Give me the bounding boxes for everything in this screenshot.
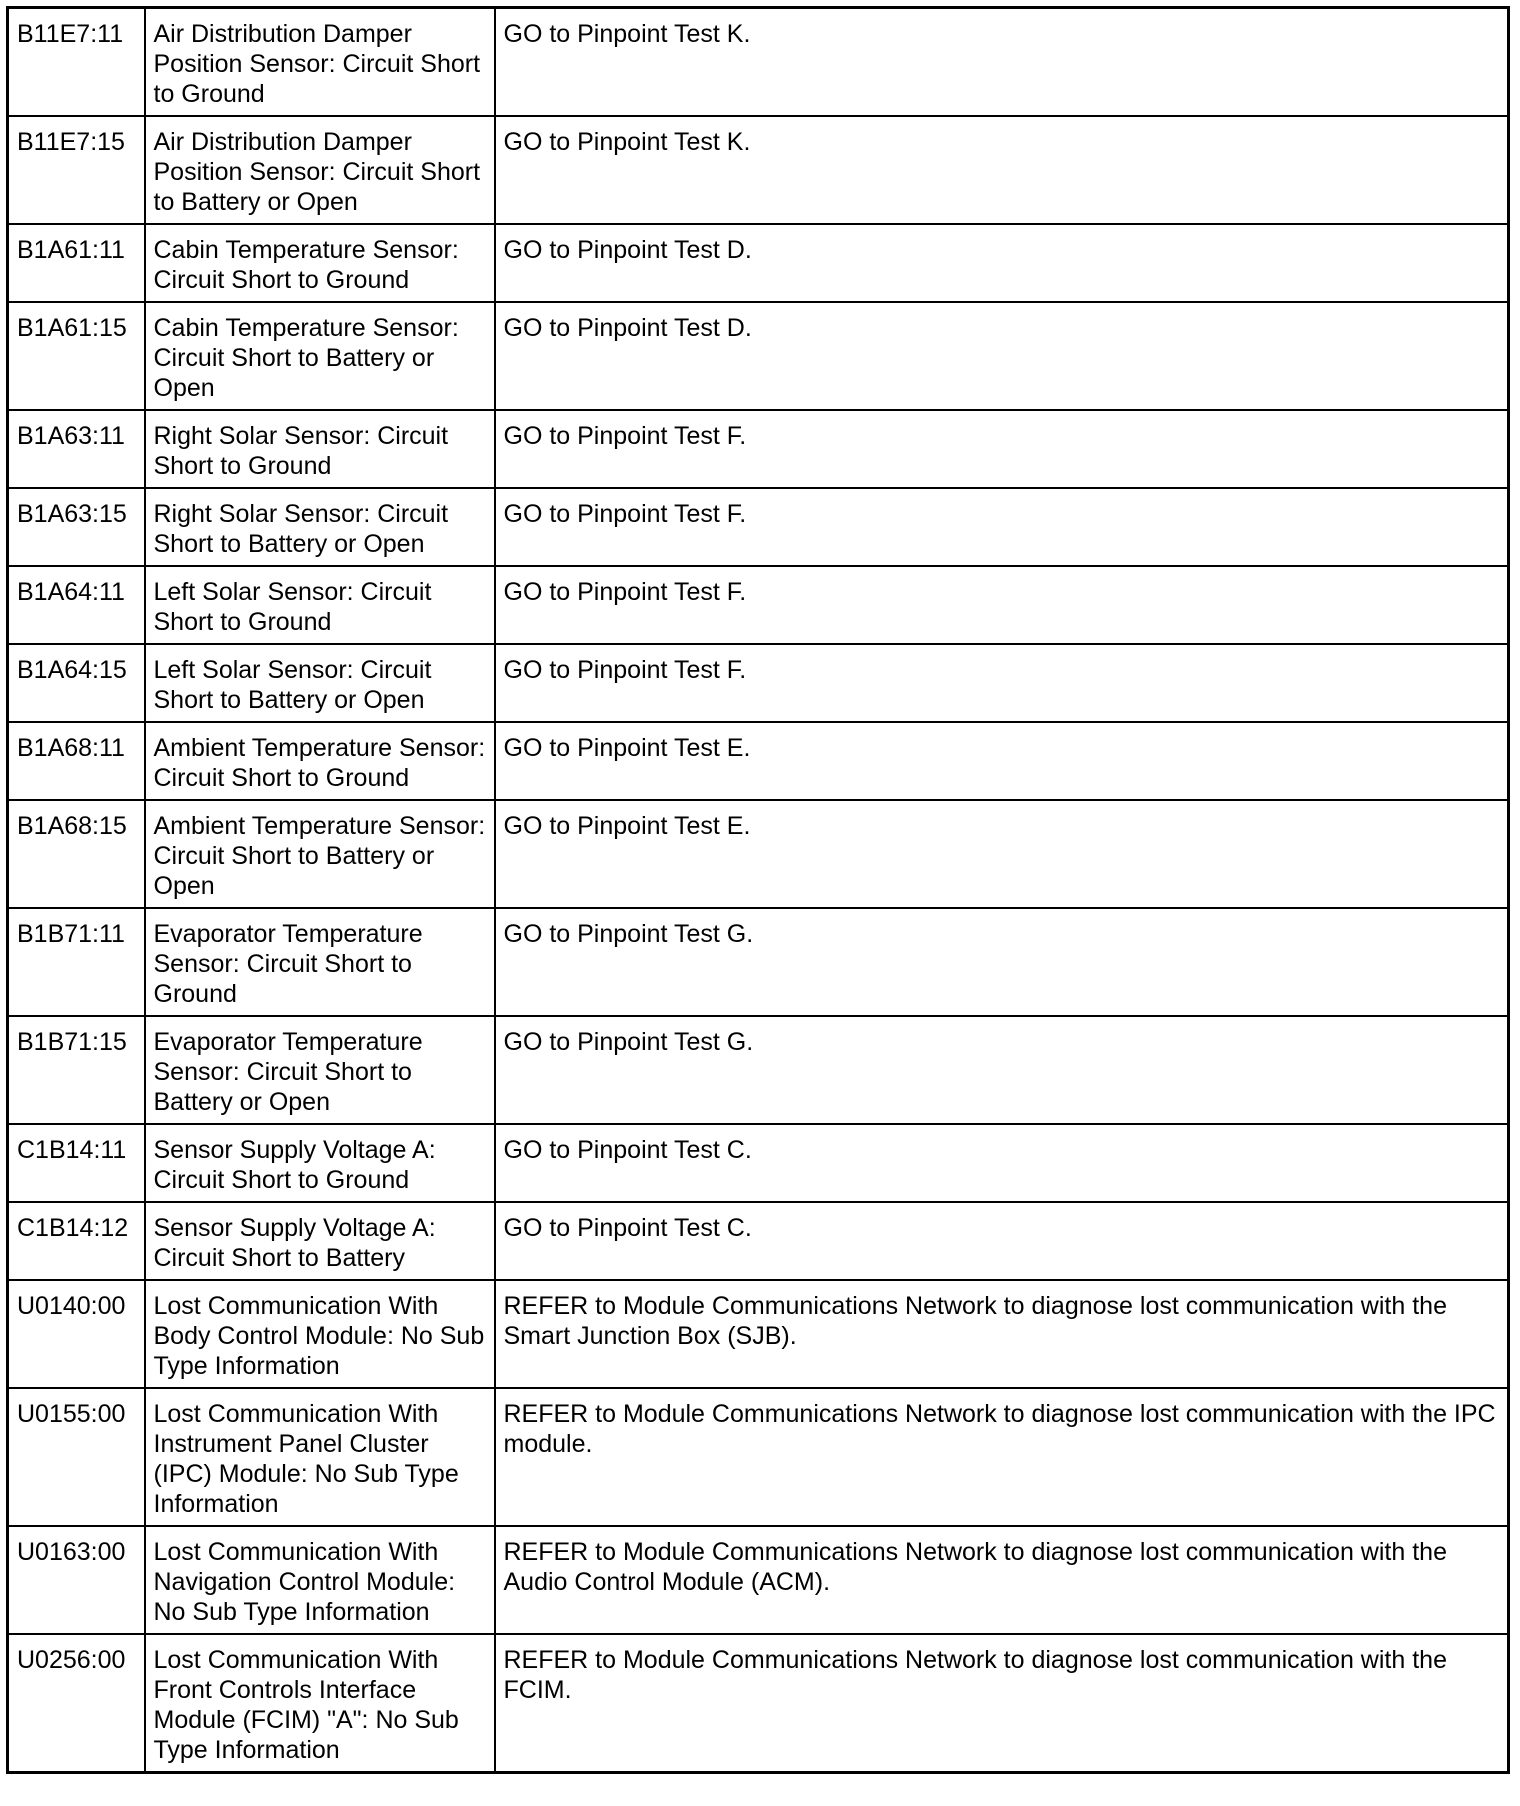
dtc-code-cell: B1A61:11 [8,224,145,302]
dtc-action-cell: GO to Pinpoint Test F. [495,488,1509,566]
table-row [8,224,1509,302]
dtc-description-cell: Cabin Temperature Sensor: Circuit Short to Ground [145,224,495,302]
dtc-action-cell: GO to Pinpoint Test D. [495,224,1509,302]
dtc-action-cell: GO to Pinpoint Test E. [495,722,1509,800]
dtc-description-cell: Lost Communication With Front Controls Interface Module (FCIM) "A": No Sub Type Information [145,1634,495,1773]
dtc-code-cell: B1B71:11 [8,908,145,1016]
dtc-code-cell: B1B71:15 [8,1016,145,1124]
dtc-description-cell: Air Distribution Damper Position Sensor: Circuit Short to Ground [145,8,495,117]
dtc-code-cell: U0163:00 [8,1526,145,1634]
dtc-table [6,6,1510,1774]
table-row [8,1124,1509,1202]
dtc-code-cell: B11E7:11 [8,8,145,117]
dtc-action-cell: GO to Pinpoint Test C. [495,1124,1509,1202]
table-row [8,1202,1509,1280]
dtc-action-cell: GO to Pinpoint Test G. [495,908,1509,1016]
dtc-description-cell: Sensor Supply Voltage A: Circuit Short to Battery [145,1202,495,1280]
dtc-code-cell: B1A64:15 [8,644,145,722]
dtc-code-cell: C1B14:11 [8,1124,145,1202]
dtc-code-cell: B1A63:11 [8,410,145,488]
dtc-description-cell: Lost Communication With Instrument Panel Cluster (IPC) Module: No Sub Type Information [145,1388,495,1526]
dtc-description-cell: Ambient Temperature Sensor: Circuit Short to Ground [145,722,495,800]
dtc-code-cell: B1A64:11 [8,566,145,644]
dtc-code-cell: B1A61:15 [8,302,145,410]
dtc-description-cell: Right Solar Sensor: Circuit Short to Ground [145,410,495,488]
table-row [8,488,1509,566]
dtc-action-cell: REFER to Module Communications Network to diagnose lost communication with the Smart Junction Box (SJB). [495,1280,1509,1388]
dtc-code-cell: U0140:00 [8,1280,145,1388]
table-row [8,1016,1509,1124]
table-row [8,800,1509,908]
dtc-action-cell: GO to Pinpoint Test F. [495,566,1509,644]
dtc-action-cell: REFER to Module Communications Network to diagnose lost communication with the Audio Control Module (ACM). [495,1526,1509,1634]
table-row [8,1526,1509,1634]
dtc-action-cell: GO to Pinpoint Test G. [495,1016,1509,1124]
dtc-action-cell: GO to Pinpoint Test F. [495,410,1509,488]
table-row [8,410,1509,488]
dtc-code-cell: U0256:00 [8,1634,145,1773]
dtc-code-cell: B11E7:15 [8,116,145,224]
table-row [8,1388,1509,1526]
dtc-description-cell: Ambient Temperature Sensor: Circuit Short to Battery or Open [145,800,495,908]
dtc-code-cell: B1A63:15 [8,488,145,566]
dtc-description-cell: Lost Communication With Navigation Control Module: No Sub Type Information [145,1526,495,1634]
dtc-action-cell: REFER to Module Communications Network to diagnose lost communication with the FCIM. [495,1634,1509,1773]
table-row [8,1280,1509,1388]
table-row [8,8,1509,117]
dtc-action-cell: GO to Pinpoint Test K. [495,116,1509,224]
dtc-description-cell: Evaporator Temperature Sensor: Circuit Short to Battery or Open [145,1016,495,1124]
dtc-description-cell: Lost Communication With Body Control Module: No Sub Type Information [145,1280,495,1388]
table-row [8,116,1509,224]
table-row [8,566,1509,644]
dtc-action-cell: GO to Pinpoint Test E. [495,800,1509,908]
dtc-code-cell: B1A68:15 [8,800,145,908]
dtc-description-cell: Air Distribution Damper Position Sensor: Circuit Short to Battery or Open [145,116,495,224]
table-row [8,644,1509,722]
dtc-code-cell: C1B14:12 [8,1202,145,1280]
dtc-action-cell: GO to Pinpoint Test D. [495,302,1509,410]
dtc-description-cell: Left Solar Sensor: Circuit Short to Battery or Open [145,644,495,722]
dtc-description-cell: Cabin Temperature Sensor: Circuit Short to Battery or Open [145,302,495,410]
dtc-code-cell: U0155:00 [8,1388,145,1526]
table-row [8,1634,1509,1773]
dtc-action-cell: REFER to Module Communications Network to diagnose lost communication with the IPC module. [495,1388,1509,1526]
table-row [8,722,1509,800]
table-row [8,302,1509,410]
dtc-description-cell: Left Solar Sensor: Circuit Short to Ground [145,566,495,644]
dtc-description-cell: Right Solar Sensor: Circuit Short to Battery or Open [145,488,495,566]
table-row [8,908,1509,1016]
dtc-description-cell: Sensor Supply Voltage A: Circuit Short to Ground [145,1124,495,1202]
dtc-description-cell: Evaporator Temperature Sensor: Circuit Short to Ground [145,908,495,1016]
dtc-code-cell: B1A68:11 [8,722,145,800]
dtc-action-cell: GO to Pinpoint Test K. [495,8,1509,117]
dtc-action-cell: GO to Pinpoint Test F. [495,644,1509,722]
dtc-action-cell: GO to Pinpoint Test C. [495,1202,1509,1280]
